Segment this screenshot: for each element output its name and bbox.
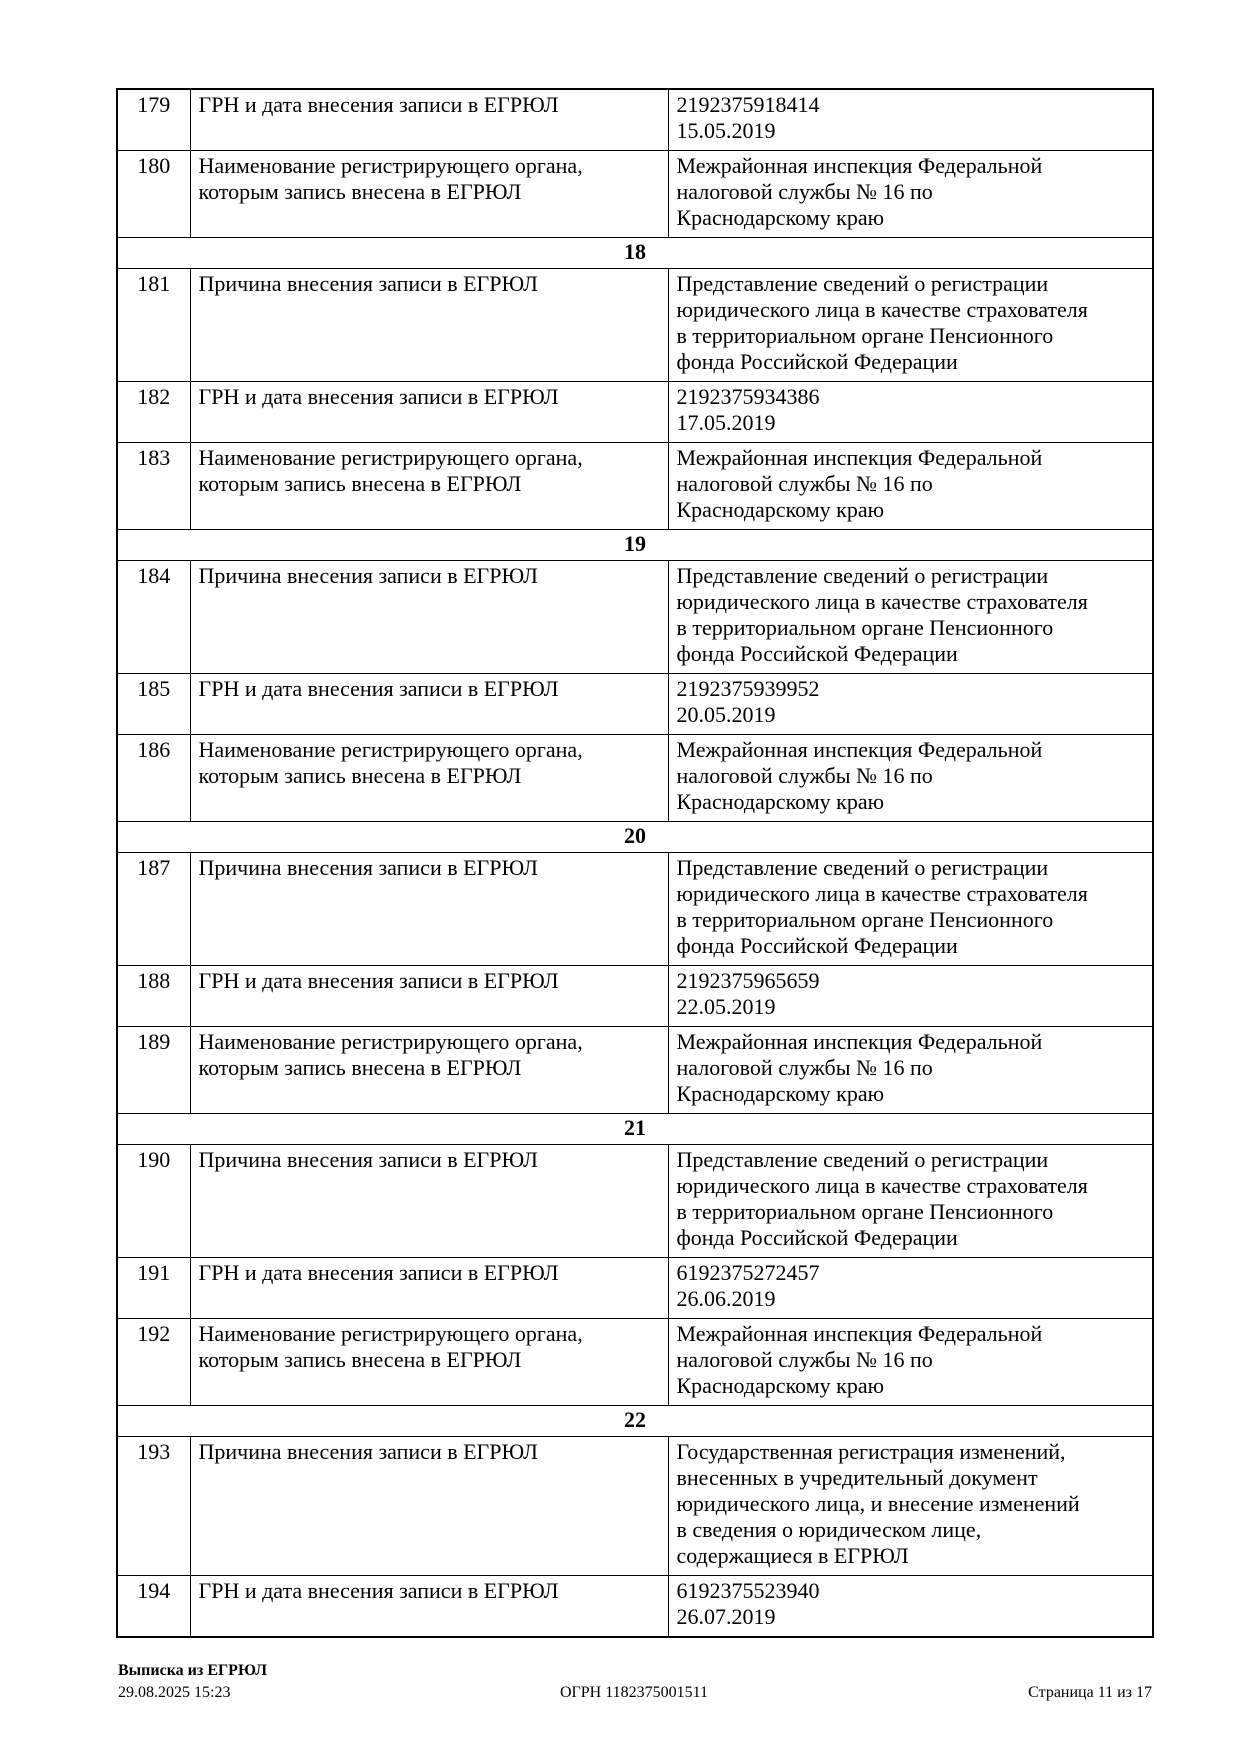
row-number: 179 [117,89,190,151]
row-value [668,382,1153,443]
row-label: ГРН и дата внесения записи в ЕГРЮЛ [190,89,668,151]
row-label: Причина внесения записи в ЕГРЮЛ [190,1145,668,1258]
row-label: ГРН и дата внесения записи в ЕГРЮЛ [190,674,668,735]
row-label: Наименование регистрирующего органа, которым запись внесена в ЕГРЮЛ [190,735,668,822]
row-value [668,1027,1153,1114]
row-label: ГРН и дата внесения записи в ЕГРЮЛ [190,1576,668,1638]
section-header-row [117,530,1153,561]
value-line: 22.05.2019 [676,994,776,1019]
row-label: Причина внесения записи в ЕГРЮЛ [190,269,668,382]
footer-page-number: Страница 11 из 17 [1028,1684,1152,1701]
row-label: Наименование регистрирующего органа, которым запись внесена в ЕГРЮЛ [190,1027,668,1114]
row-value [668,561,1153,674]
value-line: юридического лица в качестве страхователя [676,881,1088,906]
egrul-table-body [117,89,1153,1637]
value-line: юридического лица в качестве страхователя [676,1173,1088,1198]
value-line: налоговой службы № 16 по [676,179,933,204]
value-line: 15.05.2019 [676,118,776,143]
value-line: Межрайонная инспекция Федеральной [676,445,1043,470]
row-label: Наименование регистрирующего органа, которым запись внесена в ЕГРЮЛ [190,1319,668,1406]
row-number: 182 [117,382,190,443]
footer-generated-timestamp: 29.08.2025 15:23 [118,1684,231,1701]
value-line: 20.05.2019 [676,702,776,727]
table-row [117,269,1153,382]
table-row [117,89,1153,151]
table-row [117,382,1153,443]
value-line: налоговой службы № 16 по [676,471,933,496]
table-row [117,443,1153,530]
value-line: Межрайонная инспекция Федеральной [676,1321,1043,1346]
table-row [117,1576,1153,1638]
value-line: 6192375272457 [676,1260,820,1285]
row-number: 180 [117,151,190,238]
value-line: Межрайонная инспекция Федеральной [676,737,1043,762]
section-number: 18 [117,238,1153,269]
value-line: внесенных в учредительный документ [676,1465,1038,1490]
value-line: в территориальном органе Пенсионного [676,323,1054,348]
row-number: 185 [117,674,190,735]
document-page [116,88,1152,1638]
row-value [668,269,1153,382]
value-line: фонда Российской Федерации [676,1225,958,1250]
value-line: Краснодарскому краю [676,1081,885,1106]
value-line: Краснодарскому краю [676,789,885,814]
value-line: 17.05.2019 [676,410,776,435]
row-label: Причина внесения записи в ЕГРЮЛ [190,853,668,966]
section-number: 19 [117,530,1153,561]
row-number: 192 [117,1319,190,1406]
value-line: юридического лица, и внесение изменений [676,1491,1080,1516]
value-line: Государственная регистрация изменений, [676,1439,1066,1464]
value-line: Краснодарскому краю [676,1373,885,1398]
row-value [668,89,1153,151]
value-line: Краснодарскому краю [676,205,885,230]
row-value [668,853,1153,966]
egrul-records-table [116,88,1154,1638]
value-line: 2192375965659 [676,968,820,993]
table-row [117,1258,1153,1319]
value-line: налоговой службы № 16 по [676,1347,933,1372]
table-row [117,1145,1153,1258]
row-number: 190 [117,1145,190,1258]
table-row [117,1437,1153,1576]
section-number: 20 [117,822,1153,853]
row-value [668,1437,1153,1576]
row-value [668,735,1153,822]
row-number: 186 [117,735,190,822]
value-line: в территориальном органе Пенсионного [676,907,1054,932]
value-line: фонда Российской Федерации [676,349,958,374]
row-value [668,1145,1153,1258]
value-line: 26.06.2019 [676,1286,776,1311]
value-line: Представление сведений о регистрации [676,1147,1049,1172]
table-row [117,151,1153,238]
row-number: 181 [117,269,190,382]
row-label: Наименование регистрирующего органа, которым запись внесена в ЕГРЮЛ [190,443,668,530]
table-row [117,674,1153,735]
section-header-row [117,1114,1153,1145]
value-line: юридического лица в качестве страхователя [676,297,1088,322]
value-line: Представление сведений о регистрации [676,563,1049,588]
section-header-row [117,822,1153,853]
row-number: 188 [117,966,190,1027]
value-line: налоговой службы № 16 по [676,1055,933,1080]
row-label: Причина внесения записи в ЕГРЮЛ [190,1437,668,1576]
value-line: Представление сведений о регистрации [676,855,1049,880]
row-value [668,1319,1153,1406]
row-number: 183 [117,443,190,530]
row-value [668,1258,1153,1319]
value-line: юридического лица в качестве страхователя [676,589,1088,614]
row-value [668,966,1153,1027]
value-line: в территориальном органе Пенсионного [676,615,1054,640]
row-value [668,674,1153,735]
value-line: 26.07.2019 [676,1604,776,1629]
table-row [117,561,1153,674]
footer-document-kind: Выписка из ЕГРЮЛ [118,1662,268,1679]
section-number: 21 [117,1114,1153,1145]
row-label: ГРН и дата внесения записи в ЕГРЮЛ [190,1258,668,1319]
value-line: в сведения о юридическом лице, [676,1517,982,1542]
section-header-row [117,238,1153,269]
value-line: Межрайонная инспекция Федеральной [676,1029,1043,1054]
value-line: налоговой службы № 16 по [676,763,933,788]
value-line: 2192375918414 [676,92,820,117]
table-row [117,853,1153,966]
value-line: содержащиеся в ЕГРЮЛ [676,1543,909,1568]
value-line: в территориальном органе Пенсионного [676,1199,1054,1224]
row-value [668,1576,1153,1638]
row-label: Наименование регистрирующего органа, которым запись внесена в ЕГРЮЛ [190,151,668,238]
row-number: 191 [117,1258,190,1319]
table-row [117,966,1153,1027]
table-row [117,1027,1153,1114]
footer-ogrn: ОГРН 1182375001511 [559,1684,709,1701]
value-line: Межрайонная инспекция Федеральной [676,153,1043,178]
table-row [117,735,1153,822]
value-line: Краснодарскому краю [676,497,885,522]
row-number: 194 [117,1576,190,1638]
row-label: Причина внесения записи в ЕГРЮЛ [190,561,668,674]
table-row [117,1319,1153,1406]
value-line: 6192375523940 [676,1578,820,1603]
row-label: ГРН и дата внесения записи в ЕГРЮЛ [190,966,668,1027]
row-number: 193 [117,1437,190,1576]
value-line: Представление сведений о регистрации [676,271,1049,296]
row-number: 189 [117,1027,190,1114]
row-value [668,151,1153,238]
value-line: 2192375939952 [676,676,820,701]
value-line: 2192375934386 [676,384,820,409]
section-header-row [117,1406,1153,1437]
section-number: 22 [117,1406,1153,1437]
value-line: фонда Российской Федерации [676,641,958,666]
row-number: 187 [117,853,190,966]
row-value [668,443,1153,530]
row-label: ГРН и дата внесения записи в ЕГРЮЛ [190,382,668,443]
value-line: фонда Российской Федерации [676,933,958,958]
row-number: 184 [117,561,190,674]
